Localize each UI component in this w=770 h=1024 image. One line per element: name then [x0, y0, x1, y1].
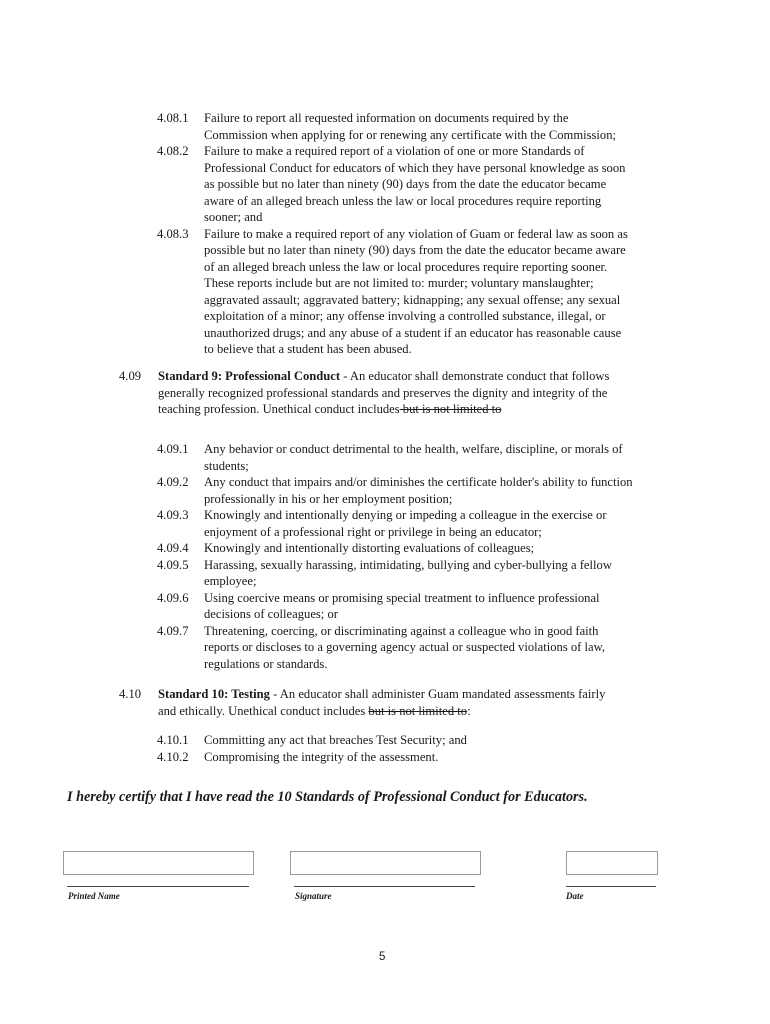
item-text-line: possible but no later than ninety (90) days from the date the educator became aware [204, 243, 626, 257]
signature-label: Signature [295, 891, 332, 901]
item-number: 4.09.7 [157, 623, 189, 638]
item-number: 4.09.4 [157, 541, 189, 555]
standard-intro: - An educator shall demonstrate conduct that follows [340, 369, 610, 383]
item-text-line: Professional Conduct for educators of which they have personal knowledge as soon [204, 160, 626, 175]
item-text-line: sooner; and [204, 210, 263, 224]
item-number: 4.09.2 [157, 475, 189, 489]
item-text-line: employee; [204, 574, 257, 588]
section-number: 4.10 [119, 687, 142, 701]
item-number: 4.09.3 [157, 508, 189, 522]
item-text-line: enjoyment of a professional right or privilege in being an educator; [204, 524, 542, 539]
item-text-line: Commission when applying for or renewing any certificate with the Commission; [204, 127, 617, 142]
standard-intro: teaching profession. Unethical conduct includes [158, 402, 400, 416]
page-number: 5 [379, 951, 386, 963]
item-text-line: to believe that a student has been abused. [204, 342, 412, 356]
item-text-line: aggravated assault; aggravated battery; kidnapping; any sexual offense; any sexual [204, 292, 621, 307]
item-number: 4.08.3 [157, 226, 189, 241]
signature-underline [294, 886, 475, 887]
item-text-line: as possible but no later than ninety (90) days from the date the educator became [204, 177, 607, 191]
item-number: 4.10.2 [157, 749, 189, 764]
date-underline [566, 886, 656, 887]
item-text-line: Failure to make a required report of a violation of one or more Standards of [204, 144, 585, 158]
item-text-line: Failure to make a required report of any violation of Guam or federal law as soon as [204, 226, 628, 241]
item-number: 4.09.1 [157, 442, 189, 456]
item-text-line: exploitation of a minor; any offense involving a controlled substance, illegal, or [204, 309, 606, 323]
signature-field[interactable] [290, 851, 481, 875]
date-field[interactable] [566, 851, 658, 875]
item-number: 4.09.6 [157, 590, 189, 605]
item-number: 4.10.1 [157, 733, 189, 747]
item-text-line: reports or discloses to a governing agency actual or suspected violations of law, [204, 640, 606, 654]
item-text-line: These reports include but are not limited to: murder; voluntary manslaughter; [204, 276, 594, 290]
item-text-line: regulations or standards. [204, 656, 328, 671]
item-text-line: aware of an alleged breach unless the law or local procedures require reporting [204, 193, 602, 208]
section-number: 4.09 [119, 369, 142, 383]
item-text-line: Using coercive means or promising special treatment to influence professional [204, 590, 600, 605]
item-text-line: professionally in his or her employment position; [204, 491, 453, 506]
standard-heading: Standard 9: Professional Conduct [158, 369, 341, 383]
standard-intro: - An educator shall administer Guam mandated assessments fairly [269, 687, 606, 701]
item-text-line: Any behavior or conduct detrimental to the health, welfare, discipline, or morals of [204, 442, 623, 456]
item-text-line: Knowingly and intentionally denying or impeding a colleague in the exercise or [204, 508, 607, 522]
item-text-line: Harassing, sexually harassing, intimidating, bullying and cyber-bullying a fellow [204, 557, 612, 572]
date-label: Date [566, 891, 584, 901]
item-number: 4.09.5 [157, 557, 189, 572]
standard-heading: Standard 10: Testing [158, 687, 270, 701]
item-text-line: Committing any act that breaches Test Security; and [204, 733, 467, 747]
item-text-line: Threatening, coercing, or discriminating against a colleague who in good faith [204, 623, 599, 638]
item-text-line: Any conduct that impairs and/or diminishes the certificate holder's ability to function [204, 475, 633, 489]
standard-intro: and ethically. Unethical conduct includes [158, 703, 369, 718]
item-text-line: of an alleged breach unless the law or local procedures require reporting sooner. [204, 259, 608, 274]
struck-text: but is not limited to [399, 402, 502, 416]
printed-name-label: Printed Name [68, 891, 120, 901]
printed-name-field[interactable] [63, 851, 254, 875]
standard-intro: generally recognized professional standards and preserves the dignity and integrity of the [158, 385, 608, 400]
certification-statement: I hereby certify that I have read the 10 Standards of Professional Conduct for Educators. [67, 789, 588, 805]
item-text-line: Knowingly and intentionally distorting evaluations of colleagues; [204, 541, 535, 555]
printed-name-underline [67, 886, 249, 887]
punctuation: : [467, 703, 471, 718]
item-number: 4.08.1 [157, 111, 189, 125]
item-text-line: students; [204, 458, 249, 473]
item-text-line: decisions of colleagues; or [204, 607, 338, 621]
struck-text: but is not limited to [368, 703, 468, 718]
item-text-line: Compromising the integrity of the assessment. [204, 749, 439, 764]
item-number: 4.08.2 [157, 144, 189, 158]
item-text-line: Failure to report all requested information on documents required by the [204, 111, 569, 125]
item-text-line: unauthorized drugs; and any abuse of a student if an educator has reasonable cause [204, 325, 622, 340]
